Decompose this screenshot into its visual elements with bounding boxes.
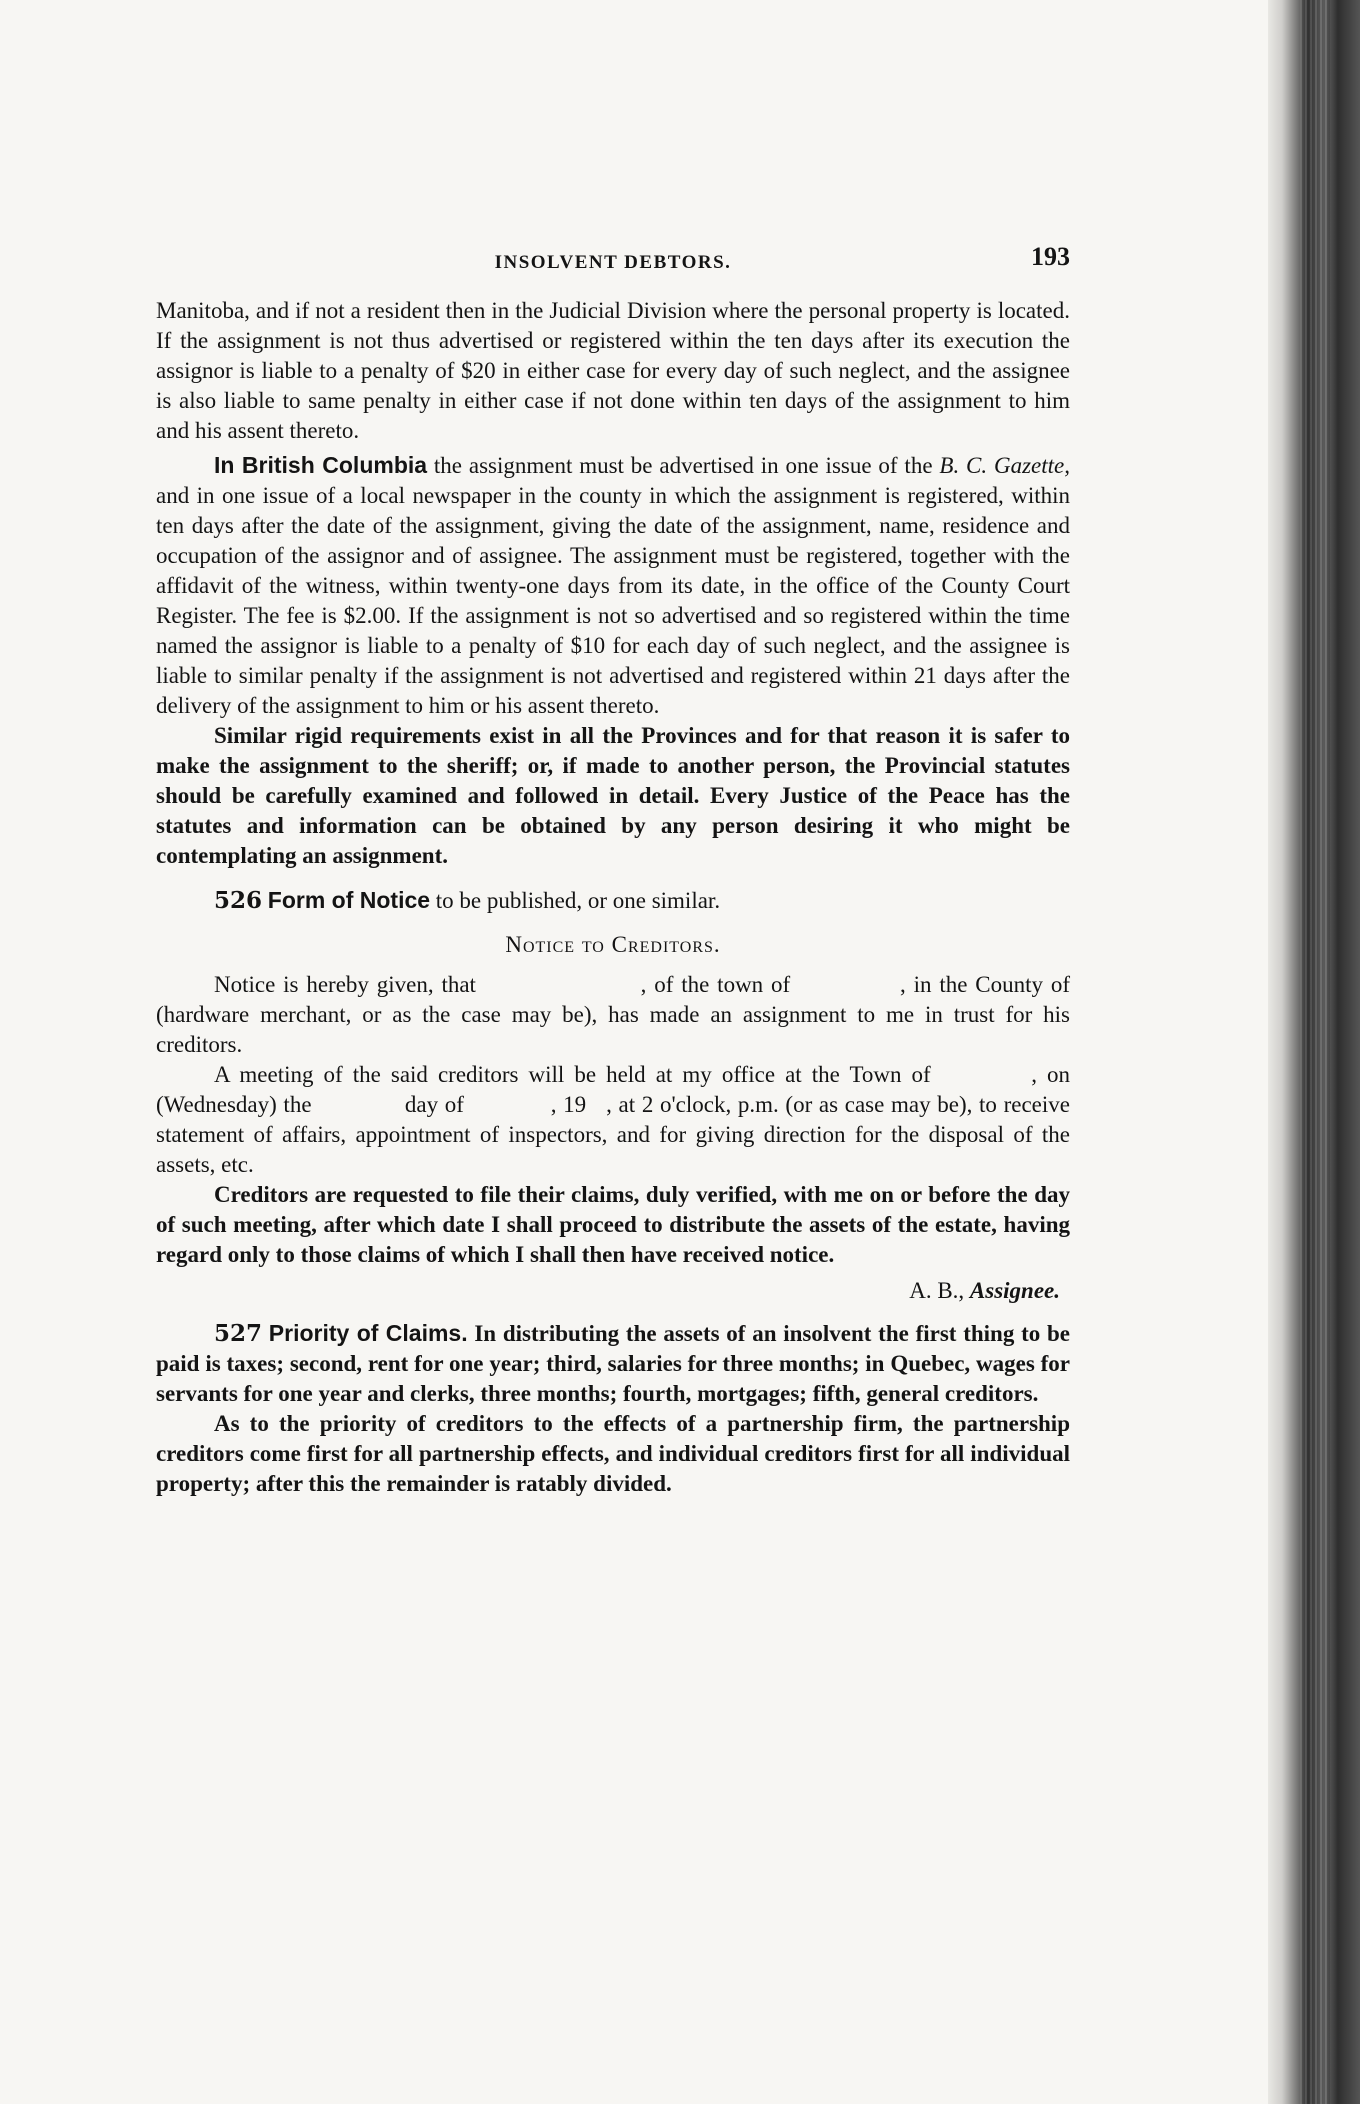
notice-paragraph-1: Notice is hereby given, that , of the town of , in the County of (hardware merchant, or as the case may be), has made an assignment to me in trust for his creditors.: [156, 972, 1151, 1057]
gazette-title: B. C. Gazette,: [939, 453, 1071, 478]
signature-title: Assignee.: [969, 1278, 1060, 1303]
section-527-paragraph: [156, 1318, 1070, 1409]
notice-paragraph-2: A meeting of the said creditors will be held at my office at the Town of , on (Wednesday) the day of , 19 , at 2 o'clock, p.m. (or as case may be), to receive statement of affairs, appointment of inspectors, and for giving direction for the disposal of the assets, etc.: [156, 1062, 1076, 1177]
section-527-heading: Priority of Claims.: [268, 1320, 468, 1346]
notice-heading: Notice to Creditors.: [505, 932, 721, 957]
paragraph-british-columbia: [156, 450, 1070, 721]
section-527-paragraph-2: As to the priority of creditors to the effects of a partnership firm, the partnership creditors come first for all partnership effects, and individual creditors first for all individual property; after this the remainder is ratably divided.: [156, 1411, 1070, 1496]
running-head: [156, 242, 1070, 286]
british-columbia-text-a: the assignment must be advertised in one issue of the: [427, 453, 940, 478]
page-number: 193: [1031, 242, 1070, 271]
british-columbia-heading: In British Columbia: [214, 452, 428, 478]
section-526: [156, 885, 1151, 1306]
section-526-title: [156, 885, 1070, 916]
section-527-number: 527: [214, 1320, 263, 1347]
paragraph-similar-requirements: Similar rigid requirements exist in all the Provinces and for that reason it is safer to make the assignment to the sheriff; or, if made to another person, the Provincial statutes should be carefully examined and followed in detail. Every Justice of the Peace has the statutes and information can be obtained by any person desiring it who might be contemplating an assignment.: [156, 723, 1070, 868]
section-526-heading: Form of Notice: [267, 887, 431, 913]
section-527: [156, 1318, 1070, 1499]
running-title: INSOLVENT DEBTORS.: [494, 252, 732, 273]
page-content: [156, 242, 1151, 1499]
british-columbia-text-b: and in one issue of a local newspaper in the county in which the assignment is registered, within ten days after the date of the assignment, giving the date of the assignment, name, residence and occupation of the assignor and of assignee. The assignment must be registered, together with the affidavit of the witness, within twenty-one days from its date, in the office of the County Court Register. The fee is $2.00. If the assignment is not so advertised and so registered within the time named the assignor is liable to a penalty of $10 for each day of such neglect, and the assignee is liable to similar penalty if the assignment is not advertised and registered within 21 days after the delivery of the assignment to him or his assent thereto.: [156, 483, 1070, 718]
signature-name: A. B.,: [909, 1278, 970, 1303]
paragraph-manitoba: Manitoba, and if not a resident then in the Judicial Division where the personal property is located. If the assignment is not thus advertised or registered within the ten days after its execution the assignor is liable to a penalty of $20 in either case for every day of such neglect, and the assignee is also liable to same penalty in either case if not done within ten days of the assignment to him and his assent thereto.: [156, 298, 1070, 443]
section-526-number: 526: [214, 887, 263, 914]
notice-signature: [156, 1276, 1070, 1306]
section-527-text: In distributing the assets of an insolvent the first thing to be paid is taxes; second, rent for one year; third, salaries for three months; in Quebec, wages for servants for one year and clerks, three months; fourth, mortgages; fifth, general creditors.: [156, 1321, 1071, 1406]
section-526-text: to be published, or one similar.: [430, 888, 721, 913]
page-edge-lines: [1300, 0, 1330, 2104]
notice-paragraph-3: Creditors are requested to file their claims, duly verified, with me on or before the day of such meeting, after which date I shall proceed to distribute the assets of the estate, having regard only to those claims of which I shall then have received notice.: [156, 1182, 1070, 1267]
